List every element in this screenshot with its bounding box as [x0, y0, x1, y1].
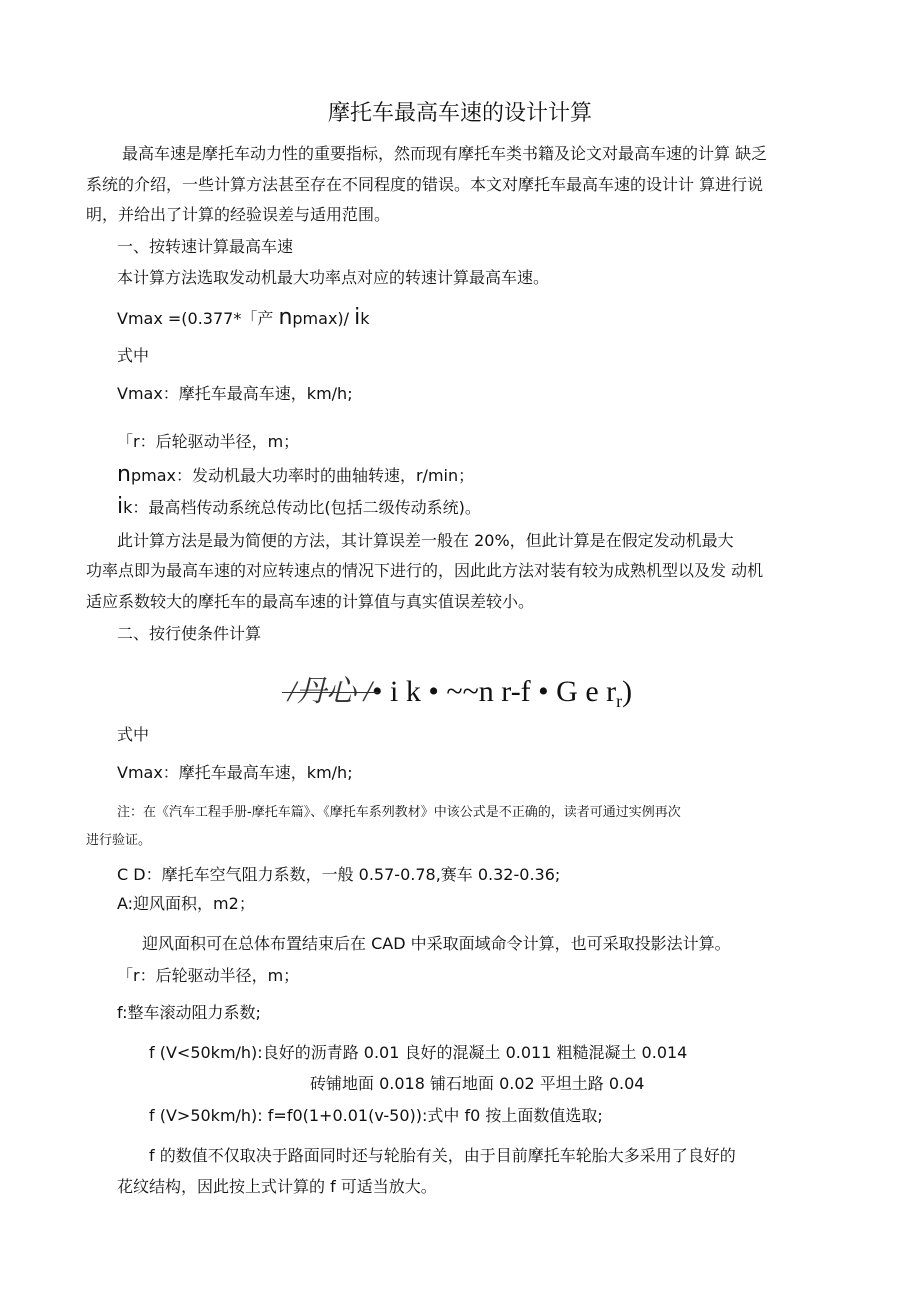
ratio-i-symbol: i [117, 494, 124, 519]
page-title: 摩托车最高车速的设计计算 [327, 101, 592, 126]
method1-paragraph-line-2: 功率点即为最高车速的对应转速点的情况下进行的，因此此方法对装有较为成熟机型以及发 动机 [86, 561, 764, 580]
vmax-definition-1: Vmax：摩托车最高车速，km/h; [117, 384, 353, 403]
formula-2-main: • i k • ~~n r-f • G e r [372, 675, 617, 708]
formula-1-part5: k [360, 309, 370, 328]
ratio-definition [117, 494, 481, 521]
f-low-speed-line-2: 砖铺地面 0.018 铺石地面 0.02 平坦土路 0.04 [310, 1074, 645, 1093]
ratio-definition-text: k：最高档传动系统总传动比(包括二级传动系统)。 [123, 498, 481, 517]
area-definition: A:迎风面积，m2； [117, 894, 255, 913]
section1-description: 本计算方法选取发动机最大功率点对应的转速计算最高车速。 [117, 268, 550, 287]
rpm-definition [117, 462, 474, 489]
note-line-2: 进行验证。 [86, 833, 152, 848]
radius-definition-1: 「r：后轮驱动半径，m； [117, 432, 300, 451]
f-high-speed-line: f (V>50km/h): f=f0(1+0.01(v-50)):式中 f0 按上面数值选取; [149, 1106, 603, 1125]
note-line-1: 注：在《汽车工程手册-摩托车篇》、《摩托车系列教材》中该公式是不正确的，读者可通过实例再次 [117, 805, 681, 820]
where-label-2: 式中 [117, 725, 150, 744]
vmax-definition-2: Vmax：摩托车最高车速，km/h; [117, 763, 353, 782]
formula-1-part3: pmax)/ [292, 309, 355, 328]
method1-paragraph-line-3: 适应系数较大的摩托车的最高车速的计算值与真实值误差较小。 [86, 592, 535, 611]
final-paragraph-line-2: 花纹结构，因此按上式计算的 f 可适当放大。 [117, 1177, 437, 1196]
area-paragraph: 迎风面积可在总体布置结束后在 CAD 中采取面域命令计算，也可采取投影法计算。 [142, 934, 731, 953]
method1-paragraph-line-1: 此计算方法是最为简便的方法，其计算误差一般在 20%，但此计算是在假定发动机最大 [117, 531, 734, 550]
radius-definition-2: 「r：后轮驱动半径，m； [117, 966, 300, 985]
intro-line-3: 明，并给出了计算的经验误差与适用范围。 [86, 205, 391, 224]
intro-line-1: 最高车速是摩托车动力性的重要指标，然而现有摩托车类书籍及论文对最高车速的计算 缺乏 [122, 144, 768, 163]
intro-line-2: 系统的介绍，一些计算方法甚至存在不同程度的错误。本文对摩托车最高车速的设计计 算进行说 [86, 175, 764, 194]
formula-2-close: ) [622, 675, 633, 708]
formula-1-i-symbol: i [354, 305, 361, 330]
formula-1-part1: Vmax =(0.377*「产 [117, 309, 279, 328]
formula-1 [117, 305, 370, 332]
formula-2-subscript: r [616, 691, 623, 711]
rolling-resistance-definition: f:整车滚动阻力系数; [117, 1003, 261, 1022]
formula-2-struck-part: /丹心 / [287, 675, 372, 708]
section1-heading: 一、按转速计算最高车速 [117, 237, 294, 256]
rpm-definition-text: pmax：发动机最大功率时的曲轴转速，r/min； [130, 466, 475, 485]
final-paragraph-line-1: f 的数值不仅取决于路面同时还与轮胎有关，由于目前摩托车轮胎大多采用了良好的 [149, 1146, 736, 1165]
f-low-speed-line-1: f (V<50km/h):良好的沥青路 0.01 良好的混凝土 0.011 粗糙混凝土 0.014 [149, 1043, 688, 1062]
section2-heading: 二、按行使条件计算 [117, 624, 262, 643]
cd-definition: C D：摩托车空气阻力系数，一般 0.57-0.78,赛车 0.32-0.36; [117, 865, 561, 884]
where-label-1: 式中 [117, 346, 150, 365]
formula-2 [0, 672, 920, 721]
rpm-n-symbol: n [117, 462, 131, 487]
formula-1-n-symbol: n [278, 305, 293, 330]
